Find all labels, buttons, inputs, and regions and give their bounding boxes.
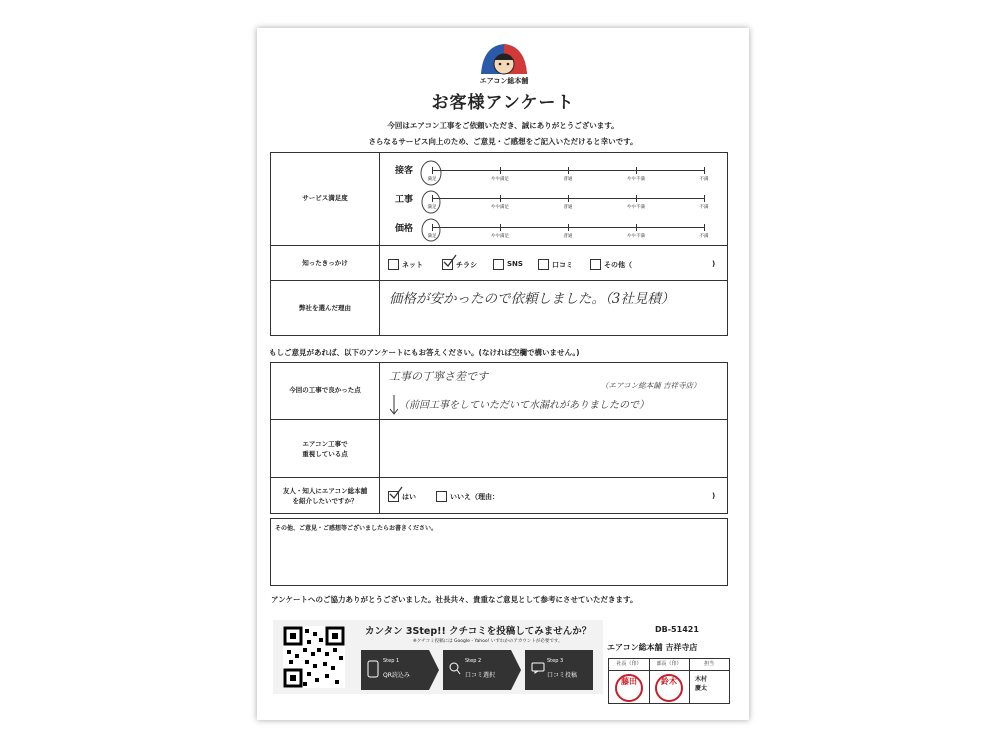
referral-label-line-2: を紹介したいですか？ <box>292 497 358 505</box>
thanks-text: アンケートへのご協力ありがとうございました。社長共々、貴重なご意見として参考にさせていただきます。 <box>271 595 638 604</box>
seal-stamp-icon: 藤田 <box>615 674 643 702</box>
source-label: 知ったきっかけ <box>271 246 380 281</box>
other-comments-label: その他、ご意見・ご感想等ございましたらお書きください。 <box>275 525 438 532</box>
step-arrow <box>429 650 439 690</box>
tick <box>568 167 569 174</box>
checkbox-net[interactable] <box>388 259 399 270</box>
survey-table <box>270 152 728 336</box>
other-comments-box[interactable] <box>270 518 728 586</box>
step-1 <box>361 650 429 690</box>
promo-subtitle: ※クチコミ投稿には Google・Yahoo! いずれかのアカウントが必要です。 <box>413 639 563 644</box>
checkbox-no-label: いいえ（理由： <box>450 493 499 501</box>
tick <box>636 195 637 202</box>
checkbox-word-of-mouth[interactable] <box>538 259 549 270</box>
tick <box>704 167 705 174</box>
scale-label-price: 価格 <box>395 224 414 234</box>
scale-label-reception: 接客 <box>395 166 414 176</box>
tick <box>636 224 637 231</box>
optional-table <box>270 362 728 514</box>
service-satisfaction-label: サービス満足度 <box>271 152 380 245</box>
checkbox-label: チラシ <box>456 261 477 269</box>
referral-label-line-1: 友人・知人にエアコン総本舗 <box>282 486 368 495</box>
step-1-head: Step 1 <box>383 658 400 664</box>
store-name: エアコン総本舗 吉祥寺店 <box>607 643 698 652</box>
document-id: DB-51421 <box>655 625 699 634</box>
good-points-label: 今回の工事で良かった点 <box>271 362 380 419</box>
tick-label: 満足 <box>427 205 437 210</box>
step-3 <box>525 650 593 690</box>
step-1-text: QR読込み <box>383 672 410 679</box>
important-points-row <box>271 419 727 478</box>
staff-name-line-2: 慶太 <box>695 685 708 692</box>
staff-name <box>695 675 707 693</box>
source-row <box>271 245 727 281</box>
paren-close: ) <box>712 260 716 268</box>
tick <box>704 195 705 202</box>
tick-label: 普通 <box>563 205 573 210</box>
handwritten-circle-marks <box>417 156 447 244</box>
survey-sheet <box>257 28 749 720</box>
tick <box>568 224 569 231</box>
tick-label: 普通 <box>563 177 573 182</box>
step-2-text: 口コミ選択 <box>465 672 496 679</box>
approval-stamps <box>608 658 730 704</box>
important-label-line-2: 重視している点 <box>302 450 348 458</box>
step-3-text: 口コミ投稿 <box>547 672 578 679</box>
seal-stamp-icon: 鈴木 <box>655 674 683 702</box>
checkbox-label: SNS <box>507 260 523 268</box>
stamp-president <box>609 659 650 703</box>
tick <box>568 195 569 202</box>
good-points-row <box>271 362 727 419</box>
stamp-header: 部長（印） <box>649 659 689 671</box>
checkbox-label: ネット <box>402 261 423 269</box>
tick-label: やや不満 <box>627 177 645 182</box>
scale-label-construction: 工事 <box>395 195 414 205</box>
tick-label: 不満 <box>699 177 709 182</box>
page-title: お客様アンケート <box>431 93 575 113</box>
reason-row <box>271 280 727 336</box>
step-2-head: Step 2 <box>465 658 482 664</box>
logo-text: エアコン総本舗 <box>479 77 529 85</box>
reason-label: 弊社を選んだ理由 <box>271 281 380 336</box>
tick-label: 不満 <box>699 205 709 210</box>
tick <box>500 167 501 174</box>
reason-answer[interactable]: 価格が安かったので依頼しました。（3社見積） <box>389 291 675 307</box>
stamp-header: 担当 <box>689 659 729 671</box>
intro-line-1: 今回はエアコン工事をご依頼いただき、誠にありがとうございます。 <box>387 121 619 130</box>
staff-name-line-1: 木村 <box>695 676 708 683</box>
tick <box>636 167 637 174</box>
tick-label: 普通 <box>563 234 573 239</box>
checkbox-label: 口コミ <box>552 261 573 269</box>
review-promo-panel <box>273 620 603 694</box>
good-points-answer[interactable]: 工事の丁寧さ差です <box>389 370 488 383</box>
step-3-head: Step 3 <box>547 658 564 664</box>
checkbox-sns[interactable] <box>493 259 504 270</box>
referral-row <box>271 477 727 514</box>
stamp-staff <box>689 659 729 703</box>
stamp-header: 社長（印） <box>609 659 649 671</box>
promo-title: カンタン 3Step!! クチコミを投稿してみませんか？ <box>365 626 592 637</box>
company-logo <box>469 38 539 88</box>
paren-close: ) <box>712 492 716 500</box>
stamp-manager <box>649 659 690 703</box>
phone-icon <box>367 660 379 678</box>
checkbox-no[interactable] <box>436 491 447 502</box>
tick-label: 満足 <box>427 177 437 182</box>
important-points-label <box>271 420 380 478</box>
tick-label: やや不満 <box>627 205 645 210</box>
referral-label <box>271 478 380 514</box>
tick-label: やや満足 <box>491 234 509 239</box>
arrow-down-icon <box>389 394 399 416</box>
service-satisfaction-row <box>271 152 727 245</box>
search-icon <box>449 660 461 678</box>
step-arrow <box>511 650 521 690</box>
tick-label: 不満 <box>699 234 709 239</box>
logo-mascot-icon <box>469 38 539 78</box>
comment-icon <box>531 662 545 674</box>
tick-label: やや満足 <box>491 205 509 210</box>
tick <box>500 224 501 231</box>
tick <box>500 195 501 202</box>
important-label-line-1: エアコン工事で <box>302 439 348 448</box>
optional-questions-intro: もしご意見があれば、以下のアンケートにもお答えください。(なければ空欄で構いません。) <box>269 348 580 357</box>
tick-label: やや満足 <box>491 177 509 182</box>
qr-code-icon[interactable] <box>283 626 345 688</box>
checkbox-label: その他（ <box>604 261 632 269</box>
tick-label: やや不満 <box>627 234 645 239</box>
tick-label: 満足 <box>427 234 437 239</box>
intro-line-2: さらなるサービス向上のため、ご意見・ご感想をご記入いただけると幸いです。 <box>368 137 638 146</box>
checkbox-other[interactable] <box>590 259 601 270</box>
checkbox-yes-label: はい <box>402 493 416 501</box>
tick <box>704 224 705 231</box>
step-2 <box>443 650 511 690</box>
good-points-note: （エアコン総本舗 吉祥寺店） <box>601 381 701 390</box>
good-points-answer-2[interactable]: （前回工事をしていただいて水漏れがありましたので） <box>399 400 649 411</box>
